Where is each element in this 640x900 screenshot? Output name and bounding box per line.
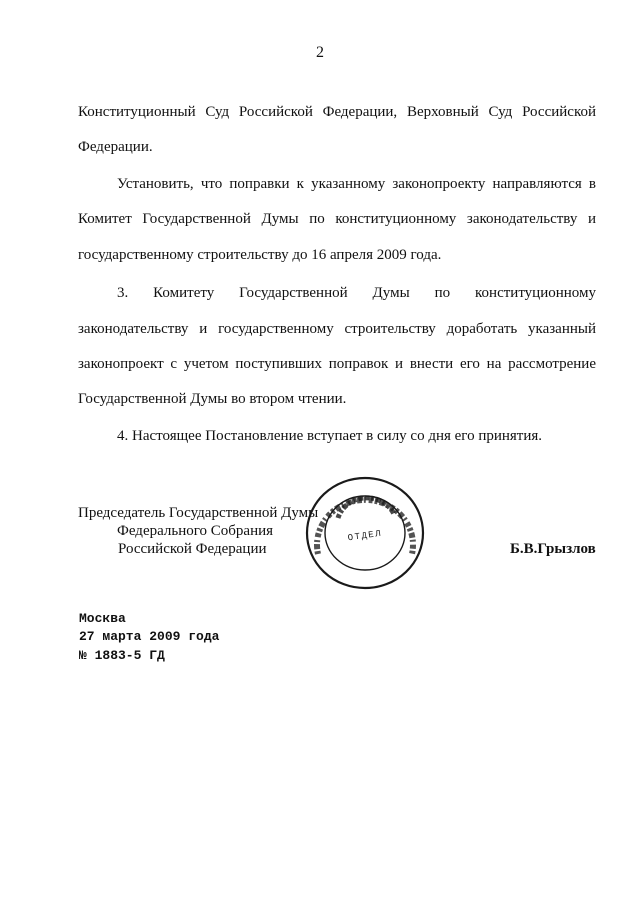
text-line: Конституционный Суд Российской Федерации, Верховный Суд Российской: [78, 104, 596, 120]
signatory-title-line: Российской Федерации: [118, 541, 267, 557]
text-line: Установить, что поправки к указанному законопроекту направляются в: [117, 176, 596, 192]
official-stamp: [304, 474, 426, 592]
text-line: Федерации.: [78, 139, 153, 155]
signatory-name: Б.В.Грызлов: [510, 541, 596, 557]
document-number: № 1883-5 ГД: [79, 648, 165, 663]
date-line: 27 марта 2009 года: [79, 629, 220, 644]
text-line: Государственной Думы во втором чтении.: [78, 391, 347, 407]
text-line: законодательству и государственному строительству доработать указанный: [78, 321, 596, 337]
page-number: 2: [316, 44, 324, 61]
stamp-center-word: ОТДЕЛ: [347, 528, 383, 544]
signatory-title-line: Федерального Собрания: [117, 523, 274, 539]
signatory-title-line: Председатель Государственной Думы: [78, 505, 319, 521]
text-line: государственному строительству до 16 апреля 2009 года.: [78, 247, 442, 263]
city-line: Москва: [79, 611, 126, 626]
stamp-ring-lettering: [317, 500, 413, 554]
text-line: 3. Комитету Государственной Думы по конституционному: [117, 285, 596, 301]
text-line: Комитет Государственной Думы по конституционному законодательству и: [78, 211, 596, 227]
text-line: законопроект с учетом поступивших поправок и внести его на рассмотрение: [78, 356, 596, 372]
text-line: 4. Настоящее Постановление вступает в силу со дня его принятия.: [117, 428, 543, 444]
